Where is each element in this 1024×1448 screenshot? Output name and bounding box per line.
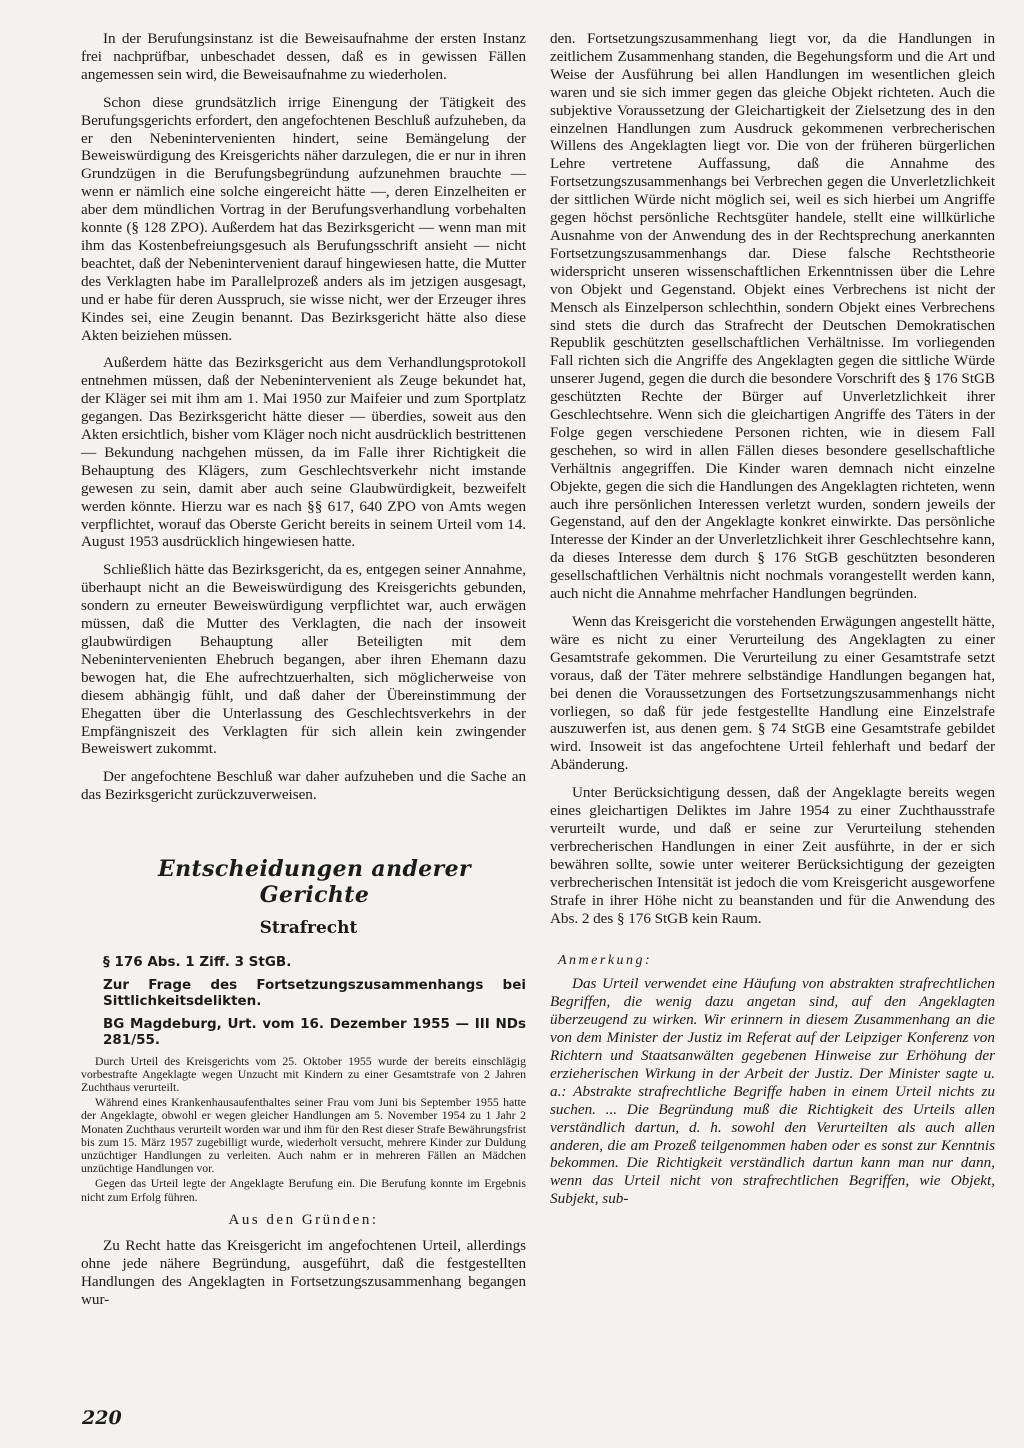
page-number: 220 [82, 1407, 122, 1429]
annotation-heading: Anmerkung: [558, 953, 653, 969]
paragraph: den. Fortsetzungszusammenhang liegt vor, da die Handlungen in zeitlichem Zusammenhang standen, die Begehungsform und die Art und Weise der Ausführung bei allen Handlungen im wesentlichen gleich waren und sie sich immer gegen das gleiche Objekt richteten. Auch die subjektive Voraussetzung der Gleichartigkeit der Zielsetzung des in den einzelnen Handlungen zum Ausdruck gekommenen verbrecherischen Willens des Angeklagten liegt vor. Die von der früheren bürgerlichen Lehre vertretene Auffassung, daß die Annahme des Fortsetzungszusammenhangs bei Verbrechen gegen die Unverletzlichkeit der sittlichen Würde nicht möglich sei, weil es sich hierbei um Angriffe gegen höchst persönliche Rechtsgüter handele, stellt eine willkürliche Ausnahme von der Anwendung des in der Rechtsprechung anerkannten Fortsetzungszusammenhangs dar. Diese falsche Rechtstheorie widerspricht unseren wissenschaftlichen Erkenntnissen über die Lehre von Objekt und Gegenstand. Objekt eines Verbrechens ist nicht der Mensch als Einzelperson schlechthin, sondern Objekt eines Verbrechens sind stets die durch das Strafrecht der Deutschen Demokratischen Republik geschützten gesellschaftlichen Verhältnisse. Im vorliegenden Fall richten sich die Angriffe des Angeklagten gegen die sittliche Würde unserer Jugend, gegen die durch die besondere Vorschrift des § 176 StGB geschützten Rechte der Bürger auf Unverletzlichkeit ihrer Geschlechtsehre. Wenn sich die gleichartigen Angriffe des Täters in der Folge gegen verschiedene Personen richten, wie in diesem Fall geschehen, so wird in allen Fällen dieses besondere gesellschaftliche Verhältnis angegriffen. Die Kinder waren demnach nicht einzelne Objekte, gegen die sich die Handlungen des Angeklagten richteten, wenn auch ihre persönlichen Interessen verletzt wurden, sondern jeweils der Gegenstand, auf den der Angeklagte konkret einwirkte. Das persönliche Interesse der Kinder an der Unverletzlichkeit ihrer Geschlechtsehre kann, da dieses Interesse dem durch § 176 StGB geschützten besonderen gesellschaftlichen Verhältnis nicht nochmals vorangestellt werden kann, auch nicht die Annahme mehrfacher Handlungen begründen. [550, 30, 995, 603]
paragraph: Wenn das Kreisgericht die vorstehenden Erwägungen angestellt hätte, wäre es nicht zu einer Verurteilung des Angeklagten zu einer Gesamtstrafe gekommen. Die Verurteilung zu einer Gesamtstrafe setzt voraus, daß der Täter mehrere selbständige Handlungen begangen hat, bei denen die Voraussetzungen des Fortsetzungszusammenhangs nicht vorliegen, so daß für jede festgestellte Handlung eine Einzelstrafe auszuwerfen ist, aus denen gem. § 74 StGB eine Gesamtstrafe gebildet wird. Insoweit ist das angefochtene Urteil fehlerhaft und bedarf der Abänderung. [550, 613, 995, 774]
case-summary: Durch Urteil des Kreisgerichts vom 25. Oktober 1955 wurde der bereits einschlägig vorbestrafte Angeklagte wegen Unzucht mit Kindern zu einer Gesamtstrafe von 2 Jahren Zuchthaus verurteilt. [81, 1053, 526, 1095]
court-reference: BG Magdeburg, Urt. vom 16. Dezember 1955 — III NDs 281/55. [103, 1015, 526, 1049]
paragraph: Außerdem hätte das Bezirksgericht aus dem Verhandlungsprotokoll entnehmen müssen, daß der Nebenintervenient als Zeuge bekundet hat, der Kläger sei mit ihm am 1. Mai 1950 zur Maifeier und zum Sportplatz gegangen. Das Bezirksgericht hätte dieser — überdies, soweit aus den Akten ersichtlich, bisher vom Kläger noch nicht ausdrücklich bestrittenen — Bekundung nachgehen müssen, da im Falle ihrer Richtigkeit die Behauptung des Klägers, zum Geschlechtsverkehr nicht imstande gewesen zu sein, damit aber auch seine Glaubwürdigkeit, bezweifelt werden könnte. Hierzu war es nach §§ 617, 640 ZPO von Amts wegen verpflichtet, worauf das Oberste Gericht bereits in seinem Urteil vom 14. August 1953 ausdrücklich hingewiesen hatte. [81, 354, 526, 551]
sub-heading: Strafrecht [259, 918, 358, 939]
paragraph: Unter Berücksichtigung dessen, daß der Angeklagte bereits wegen eines gleichartigen Deliktes im Jahre 1954 zu einer Zuchthausstrafe verurteilt wurde, und daß er seine zur Verurteilung stehenden verbrecherischen Handlungen in einer Zeit ausführte, in der er sich bewähren sollte, sowie unter weiterer Berücksichtigung der gezeigten verbrecherischen Intensität ist jedoch die vom Kreisgericht ausgeworfene Strafe in ihrer Höhe nicht zu beanstanden und für die Anwendung des Abs. 2 des § 176 StGB kein Raum. [550, 784, 995, 927]
annotation-text: Das Urteil verwendet eine Häufung von abstrakten strafrechtlichen Begriffen, die wenig dazu angetan sind, auf den Angeklagten überzeugend zu wirken. Wir erinnern in diesem Zusammenhang an die von dem Minister der Justiz im Referat auf der Leipziger Konferenz von Richtern und Staatsanwälten gegebenen Hinweise zur Erhöhung der erzieherischen Wirkung in der Arbeit der Justiz. Der Minister sagte u. a.: Abstrakte strafrechtliche Begriffe haben in einem Urteil nichts zu suchen. ... Die Begründung muß die Richtigkeit des Urteils allen verständlich dartun, d. h. sowohl den Verurteilten als auch allen anderen, die am Prozeß teilgenommen haben oder es sonst zur Kenntnis bekommen. Die Richtigkeit verständlich dartun kann man nur dann, wenn das Urteil nicht von strafrechtlichen Begriffen, wie Objekt, Subjekt, sub- [550, 975, 995, 1208]
reasons-heading: Aus den Gründen: [228, 1211, 379, 1228]
section-heading: Entscheidungen anderer Gerichte [157, 856, 472, 909]
paragraph: Der angefochtene Beschluß war daher aufzuheben und die Sache an das Bezirksgericht zurückzuverweisen. [81, 768, 526, 804]
paragraph: In der Berufungsinstanz ist die Beweisaufnahme der ersten Instanz frei nachprüfbar, unbeschadet dessen, daß es in gewissen Fällen angemessen sein wird, die Beweisaufnahme zu wiederholen. [81, 30, 526, 83]
right-column [550, 30, 995, 1208]
left-column [81, 30, 526, 1319]
legal-citation: § 176 Abs. 1 Ziff. 3 StGB. [103, 954, 292, 971]
case-summary: Während eines Krankenhausaufenthaltes seiner Frau vom Juni bis September 1955 hatte der Angeklagte, obwohl er wegen gleicher Handlungen am 5. November 1954 zu 1 Jahr 2 Monaten Zuchthaus verurteilt worden war und ihm für den Rest dieser Strafe Bewährungsfrist bis zum 15. März 1957 zugebilligt wurde, wiederholt versucht, mehrere Kinder zur Duldung unzüchtiger Handlungen zu verleiten. Auch nahm er in mehreren Fällen an Mädchen unzüchtige Handlungen vor. [81, 1095, 526, 1176]
paragraph: Schließlich hätte das Bezirksgericht, da es, entgegen seiner Annahme, überhaupt nicht an die Beweiswürdigung des Kreisgerichts gebunden, sondern zu erneuter Beweiswürdigung verpflichtet war, auch erwägen müssen, daß die Mutter des Verklagten, die nach der insoweit glaubwürdigen Behauptung aller Beteiligten mit dem Nebenintervenienten Ehebruch begangen, aber ihren Ehemann dazu bewogen hat, die Ehe aufrechtzuerhalten, sich möglicherweise von diesem abhängig fühlt, und daß daher der Übereinstimmung der Ehegatten über die Unterlassung des Geschlechtsverkehrs in der Empfängniszeit des Verklagten für sich allein kein zwingender Beweiswert zukommt. [81, 561, 526, 758]
paragraph: Zu Recht hatte das Kreisgericht im angefochtenen Urteil, allerdings ohne jede nähere Begründung, ausgeführt, daß die festgestellten Handlungen des Angeklagten in Fortsetzungszusammenhang begangen wur- [81, 1236, 526, 1308]
paragraph: Schon diese grundsätzlich irrige Einengung der Tätigkeit des Berufungsgerichts erfordert, den angefochtenen Beschluß aufzuheben, da er den Nebenintervenienten hindert, seine Bemängelung der Beweiswürdigung des Kreisgerichts näher darzulegen, die er nur in ihren Grundzügen in die Berufungsbegründung aufzunehmen brauchte — wenn er nämlich eine solche eingereicht hätte —, deren Einzelheiten er aber dem mündlichen Vortrag in der Berufungsverhandlung vorbehalten konnte (§ 128 ZPO). Außerdem hat das Bezirksgericht — wenn man mit ihm das Kostenbefreiungsgesuch als Berufungsschrift ansieht — nicht beachtet, daß der Nebenintervenient darauf hingewiesen hatte, die Mutter des Verklagten habe im Parallelprozeß anders als im jetzigen ausgesagt, und er habe für deren Ausspruch, sie wisse nicht, wer der Erzeuger ihres Kindes sei, eine Zeugin benannt. Das Bezirksgericht hätte also diese Akten beiziehen müssen. [81, 93, 526, 344]
case-topic: Zur Frage des Fortsetzungszusammenhangs bei Sittlichkeitsdelikten. [103, 976, 526, 1010]
case-summary: Gegen das Urteil legte der Angeklagte Berufung ein. Die Berufung konnte im Ergebnis nicht zum Erfolg führen. [81, 1176, 526, 1204]
